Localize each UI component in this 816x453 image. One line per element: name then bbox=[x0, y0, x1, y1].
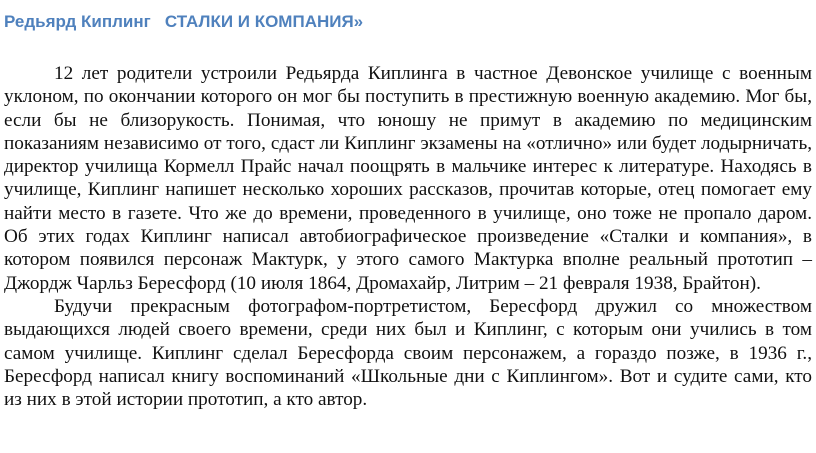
paragraph-2: Будучи прекрасным фотографом-портретистом, Бересфорд дружил со множеством выдающихся людей своего времени, среди них был и Киплинг, с которым они учились в том самом училище. Киплинг сделал Бересфорда своим персонажем, а гораздо позже, в 1936 г., Бересфорд написал книгу воспоминаний «Школьные дни с Киплингом». Вот и судите сами, кто из них в этой истории прототип, а кто автор. bbox=[4, 295, 812, 411]
paragraph-1: 12 лет родители устроили Редьярда Киплинга в частное Девонское училище с военным уклоном, по окончании которого он мог бы поступить в престижную военную академию. Мог бы, если бы не близорукость. Понимая, что юношу не примут в академию по медицинским показаниям независимо от того, сдаст ли Киплинг экзамены на «отлично» или будет лодырничать, директор училища Кормелл Прайс начал поощрять в мальчике интерес к литературе. Находясь в училище, Киплинг напишет несколько хороших рассказов, прочитав которые, отец помогает ему найти место в газете. Что же до времени, проведенного в училище, оно тоже не пропало даром. Об этих годах Киплинг написал автобиографическое произведение «Сталки и компания», в котором появился персонаж Мактурк, у этого самого Мактурка вполне реальный прототип – Джордж Чарльз Бересфорд (10 июля 1864, Дромахайр, Литрим – 21 февраля 1938, Брайтон). bbox=[4, 63, 812, 294]
document-title: Редьярд Киплинг СТАЛКИ И КОМПАНИЯ» bbox=[4, 12, 364, 31]
